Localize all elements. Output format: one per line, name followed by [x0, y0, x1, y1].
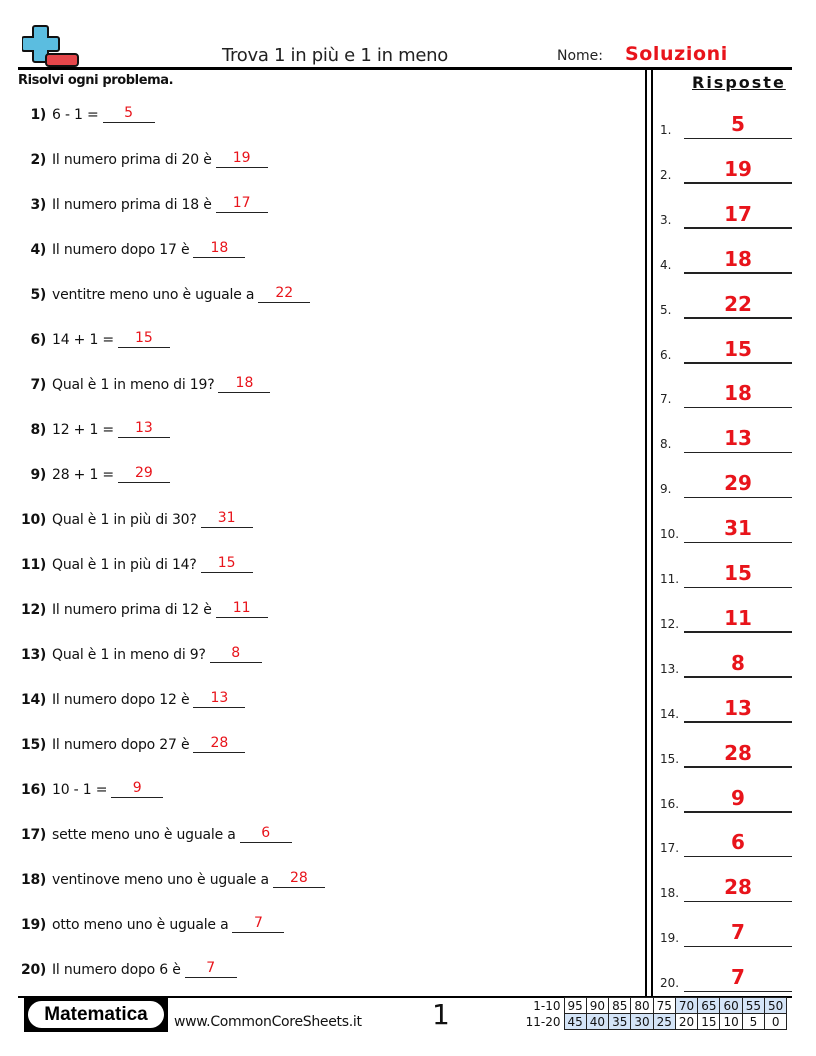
answer-key-number: 17. [660, 841, 680, 856]
page-number: 1 [432, 998, 450, 1031]
problem-number: 13) [21, 647, 46, 663]
brand-label: Matematica [28, 1001, 164, 1028]
problem-number: 5) [30, 287, 46, 303]
problem-text: Il numero prima di 12 è [52, 602, 212, 618]
problem-text: Qual è 1 in più di 30? [52, 512, 197, 528]
answer-key-value: 28 [724, 740, 752, 765]
answer-blank[interactable]: 15 [201, 555, 253, 573]
answer-key-row [660, 603, 792, 633]
answer-line [684, 766, 792, 768]
score-table [520, 997, 787, 1030]
score-row [520, 998, 787, 1014]
answer-key-number: 5. [660, 302, 672, 317]
score-cell: 65 [698, 998, 720, 1014]
problem-row [0, 191, 268, 213]
answer-key-value: 7 [731, 920, 745, 945]
answer-key-value: 18 [724, 381, 752, 406]
answer-key-number: 20. [660, 976, 680, 991]
answer-key-row [660, 827, 792, 857]
answer-key-value: 9 [731, 785, 745, 810]
problem-row [0, 776, 163, 798]
problem-text: Qual è 1 in meno di 9? [52, 647, 206, 663]
answer-line [684, 631, 792, 633]
answer-key-number: 1. [660, 123, 672, 137]
score-range-label: 1-10 [533, 998, 561, 1013]
score-cell: 0 [765, 1014, 787, 1030]
problem-text: Il numero dopo 27 è [52, 737, 190, 753]
answer-blank[interactable]: 19 [216, 150, 268, 168]
problem-text: Il numero dopo 12 è [52, 692, 190, 708]
answer-key-value: 18 [724, 246, 752, 271]
answer-line [684, 317, 792, 319]
problem-row [0, 281, 310, 303]
column-divider [651, 68, 653, 996]
answer-blank[interactable]: 7 [185, 960, 237, 978]
answer-key-number: 3. [660, 212, 672, 227]
answer-key-row [660, 334, 792, 364]
score-cell: 25 [653, 1014, 675, 1030]
answer-blank[interactable]: 13 [118, 420, 170, 438]
answer-blank[interactable]: 18 [193, 240, 245, 258]
answer-key-row [660, 423, 792, 453]
answer-key-row [660, 199, 792, 229]
answer-key-row [660, 962, 792, 992]
answer-key-number: 19. [660, 931, 680, 946]
answer-line [684, 991, 792, 993]
answer-key-row [660, 917, 792, 947]
answer-key-value: 7 [731, 965, 745, 990]
answer-key-row [660, 109, 792, 139]
score-cell: 35 [609, 1014, 631, 1030]
answer-blank[interactable]: 5 [103, 105, 155, 123]
answer-blank[interactable]: 15 [118, 330, 170, 348]
answer-line [684, 587, 792, 589]
answer-key-row [660, 378, 792, 408]
score-cell: 50 [765, 998, 787, 1014]
problem-text: 28 + 1 = [52, 467, 114, 483]
plus-minus-icon [22, 24, 80, 68]
answer-key-value: 13 [724, 426, 752, 451]
problem-text: ventitre meno uno è uguale a [52, 287, 255, 303]
answer-blank[interactable]: 18 [218, 375, 270, 393]
score-cell: 70 [675, 998, 697, 1014]
score-cell: 95 [564, 998, 586, 1014]
problem-text: otto meno uno è uguale a [52, 917, 229, 933]
problem-row [0, 956, 237, 978]
answer-key-row [660, 468, 792, 498]
score-cell: 30 [631, 1014, 653, 1030]
answer-key-row [660, 648, 792, 678]
answer-key-number: 7. [660, 392, 672, 407]
answer-key-value: 6 [731, 830, 745, 855]
score-row [520, 1014, 787, 1030]
answer-key-row [660, 244, 792, 274]
problem-row [0, 866, 325, 888]
answer-line [684, 272, 792, 274]
answer-blank[interactable]: 6 [240, 825, 292, 843]
answer-key-row [660, 513, 792, 543]
problem-text: Il numero dopo 6 è [52, 962, 181, 978]
score-range-label: 11-20 [525, 1014, 561, 1029]
problem-number: 15) [21, 737, 46, 753]
answer-key-number: 9. [660, 482, 672, 497]
answer-key-number: 14. [660, 706, 680, 721]
answer-key-value: 8 [731, 650, 745, 675]
problem-number: 10) [21, 512, 46, 528]
answer-key-value: 13 [724, 695, 752, 720]
answer-key-value: 11 [724, 605, 752, 630]
answer-line [684, 946, 792, 948]
answer-key-value: 19 [724, 156, 752, 181]
answer-line [684, 721, 792, 723]
answer-line [684, 901, 792, 903]
answer-line [684, 182, 792, 184]
answer-blank[interactable]: 29 [118, 465, 170, 483]
answer-key-value: 15 [724, 336, 752, 361]
score-cell: 45 [564, 1014, 586, 1030]
answer-key-number: 18. [660, 886, 680, 901]
problem-number: 11) [21, 557, 46, 573]
problem-row [0, 146, 268, 168]
problem-text: ventinove meno uno è uguale a [52, 872, 269, 888]
answer-key-number: 10. [660, 527, 680, 542]
answer-line [684, 227, 792, 229]
problem-text: 10 - 1 = [52, 782, 108, 798]
answer-blank[interactable]: 17 [216, 195, 268, 213]
answer-line [684, 362, 792, 364]
problem-number: 20) [21, 962, 46, 978]
answer-key-number: 6. [660, 347, 672, 362]
instructions: Risolvi ogni problema. [18, 73, 174, 88]
problem-number: 2) [30, 152, 46, 168]
problem-number: 19) [21, 917, 46, 933]
score-cell: 60 [720, 998, 742, 1014]
answer-blank[interactable]: 11 [216, 600, 268, 618]
answer-key-number: 8. [660, 437, 672, 452]
score-cell: 15 [698, 1014, 720, 1030]
problem-row [0, 641, 262, 663]
problem-row [0, 461, 170, 483]
answer-key-value: 22 [724, 291, 752, 316]
site-url: www.CommonCoreSheets.it [174, 1014, 362, 1030]
answer-blank[interactable]: 31 [201, 510, 253, 528]
problem-row [0, 326, 170, 348]
answer-line [684, 676, 792, 678]
problem-number: 6) [30, 332, 46, 348]
answer-blank[interactable]: 9 [111, 780, 163, 798]
problem-number: 12) [21, 602, 46, 618]
problem-text: Il numero dopo 17 è [52, 242, 190, 258]
answer-key-row [660, 738, 792, 768]
answer-key-value: 29 [724, 471, 752, 496]
answer-line [684, 497, 792, 499]
problem-number: 4) [30, 242, 46, 258]
answers-heading: Risposte [692, 73, 786, 92]
answer-key-value: 28 [724, 875, 752, 900]
score-cell: 40 [586, 1014, 608, 1030]
answer-line [684, 407, 792, 409]
problem-number: 1) [30, 107, 46, 123]
problem-text: Il numero prima di 20 è [52, 152, 212, 168]
answer-key-number: 2. [660, 167, 672, 182]
answer-key-number: 13. [660, 661, 680, 676]
problem-row [0, 371, 270, 393]
problem-number: 7) [30, 377, 46, 393]
score-cell: 10 [720, 1014, 742, 1030]
problem-number: 8) [30, 422, 46, 438]
answer-key-number: 11. [660, 572, 680, 586]
answer-key-number: 15. [660, 751, 680, 766]
problem-text: Il numero prima di 18 è [52, 197, 212, 213]
problem-text: 6 - 1 = [52, 107, 99, 123]
answer-blank[interactable]: 8 [210, 645, 262, 663]
column-divider [645, 68, 647, 996]
name-value: Soluzioni [625, 43, 728, 65]
problem-row [0, 731, 245, 753]
answer-key-value: 5 [731, 112, 745, 136]
answer-key-row [660, 783, 792, 813]
problem-row [0, 821, 292, 843]
score-cell: 55 [742, 998, 764, 1014]
brand-badge [24, 997, 168, 1032]
header-divider [18, 67, 792, 70]
problem-text: Qual è 1 in più di 14? [52, 557, 197, 573]
answer-line [684, 452, 792, 454]
problem-row [0, 686, 245, 708]
problem-row [0, 506, 253, 528]
problem-row [0, 416, 170, 438]
score-cell: 20 [675, 1014, 697, 1030]
problem-text: 14 + 1 = [52, 332, 114, 348]
answer-key-value: 31 [724, 516, 752, 541]
problem-row [0, 596, 268, 618]
answer-key-row [660, 872, 792, 902]
problem-row [0, 551, 253, 573]
problem-text: Qual è 1 in meno di 19? [52, 377, 215, 393]
answer-key-number: 4. [660, 257, 672, 272]
problem-row [0, 236, 245, 258]
problem-text: sette meno uno è uguale a [52, 827, 236, 843]
problem-number: 3) [30, 197, 46, 213]
score-cell: 90 [586, 998, 608, 1014]
answer-key-row [660, 558, 792, 588]
problem-number: 18) [21, 872, 46, 888]
worksheet-title: Trova 1 in più e 1 in meno [222, 45, 448, 66]
name-label: Nome: [557, 48, 604, 64]
answer-blank[interactable]: 13 [193, 690, 245, 708]
answer-line [684, 542, 792, 544]
problem-number: 9) [30, 467, 46, 483]
score-cell: 75 [653, 998, 675, 1014]
answer-blank[interactable]: 28 [273, 870, 325, 888]
answer-line [684, 811, 792, 813]
answer-key-value: 15 [724, 561, 752, 585]
problem-text: 12 + 1 = [52, 422, 114, 438]
problem-row [0, 911, 284, 933]
score-cell: 5 [742, 1014, 764, 1030]
answer-key-number: 12. [660, 616, 680, 631]
answer-line [684, 856, 792, 858]
answer-blank[interactable]: 28 [193, 735, 245, 753]
problem-row [0, 101, 155, 123]
problem-number: 14) [21, 692, 46, 708]
answer-line [684, 138, 792, 140]
score-cell: 85 [609, 998, 631, 1014]
answer-key-row [660, 154, 792, 184]
problem-number: 16) [21, 782, 46, 798]
answer-blank[interactable]: 22 [258, 285, 310, 303]
score-cell: 80 [631, 998, 653, 1014]
problem-number: 17) [21, 827, 46, 843]
answer-blank[interactable]: 7 [232, 915, 284, 933]
answer-key-row [660, 289, 792, 319]
answer-key-number: 16. [660, 796, 680, 811]
answer-key-row [660, 693, 792, 723]
answer-key-value: 17 [724, 201, 752, 226]
